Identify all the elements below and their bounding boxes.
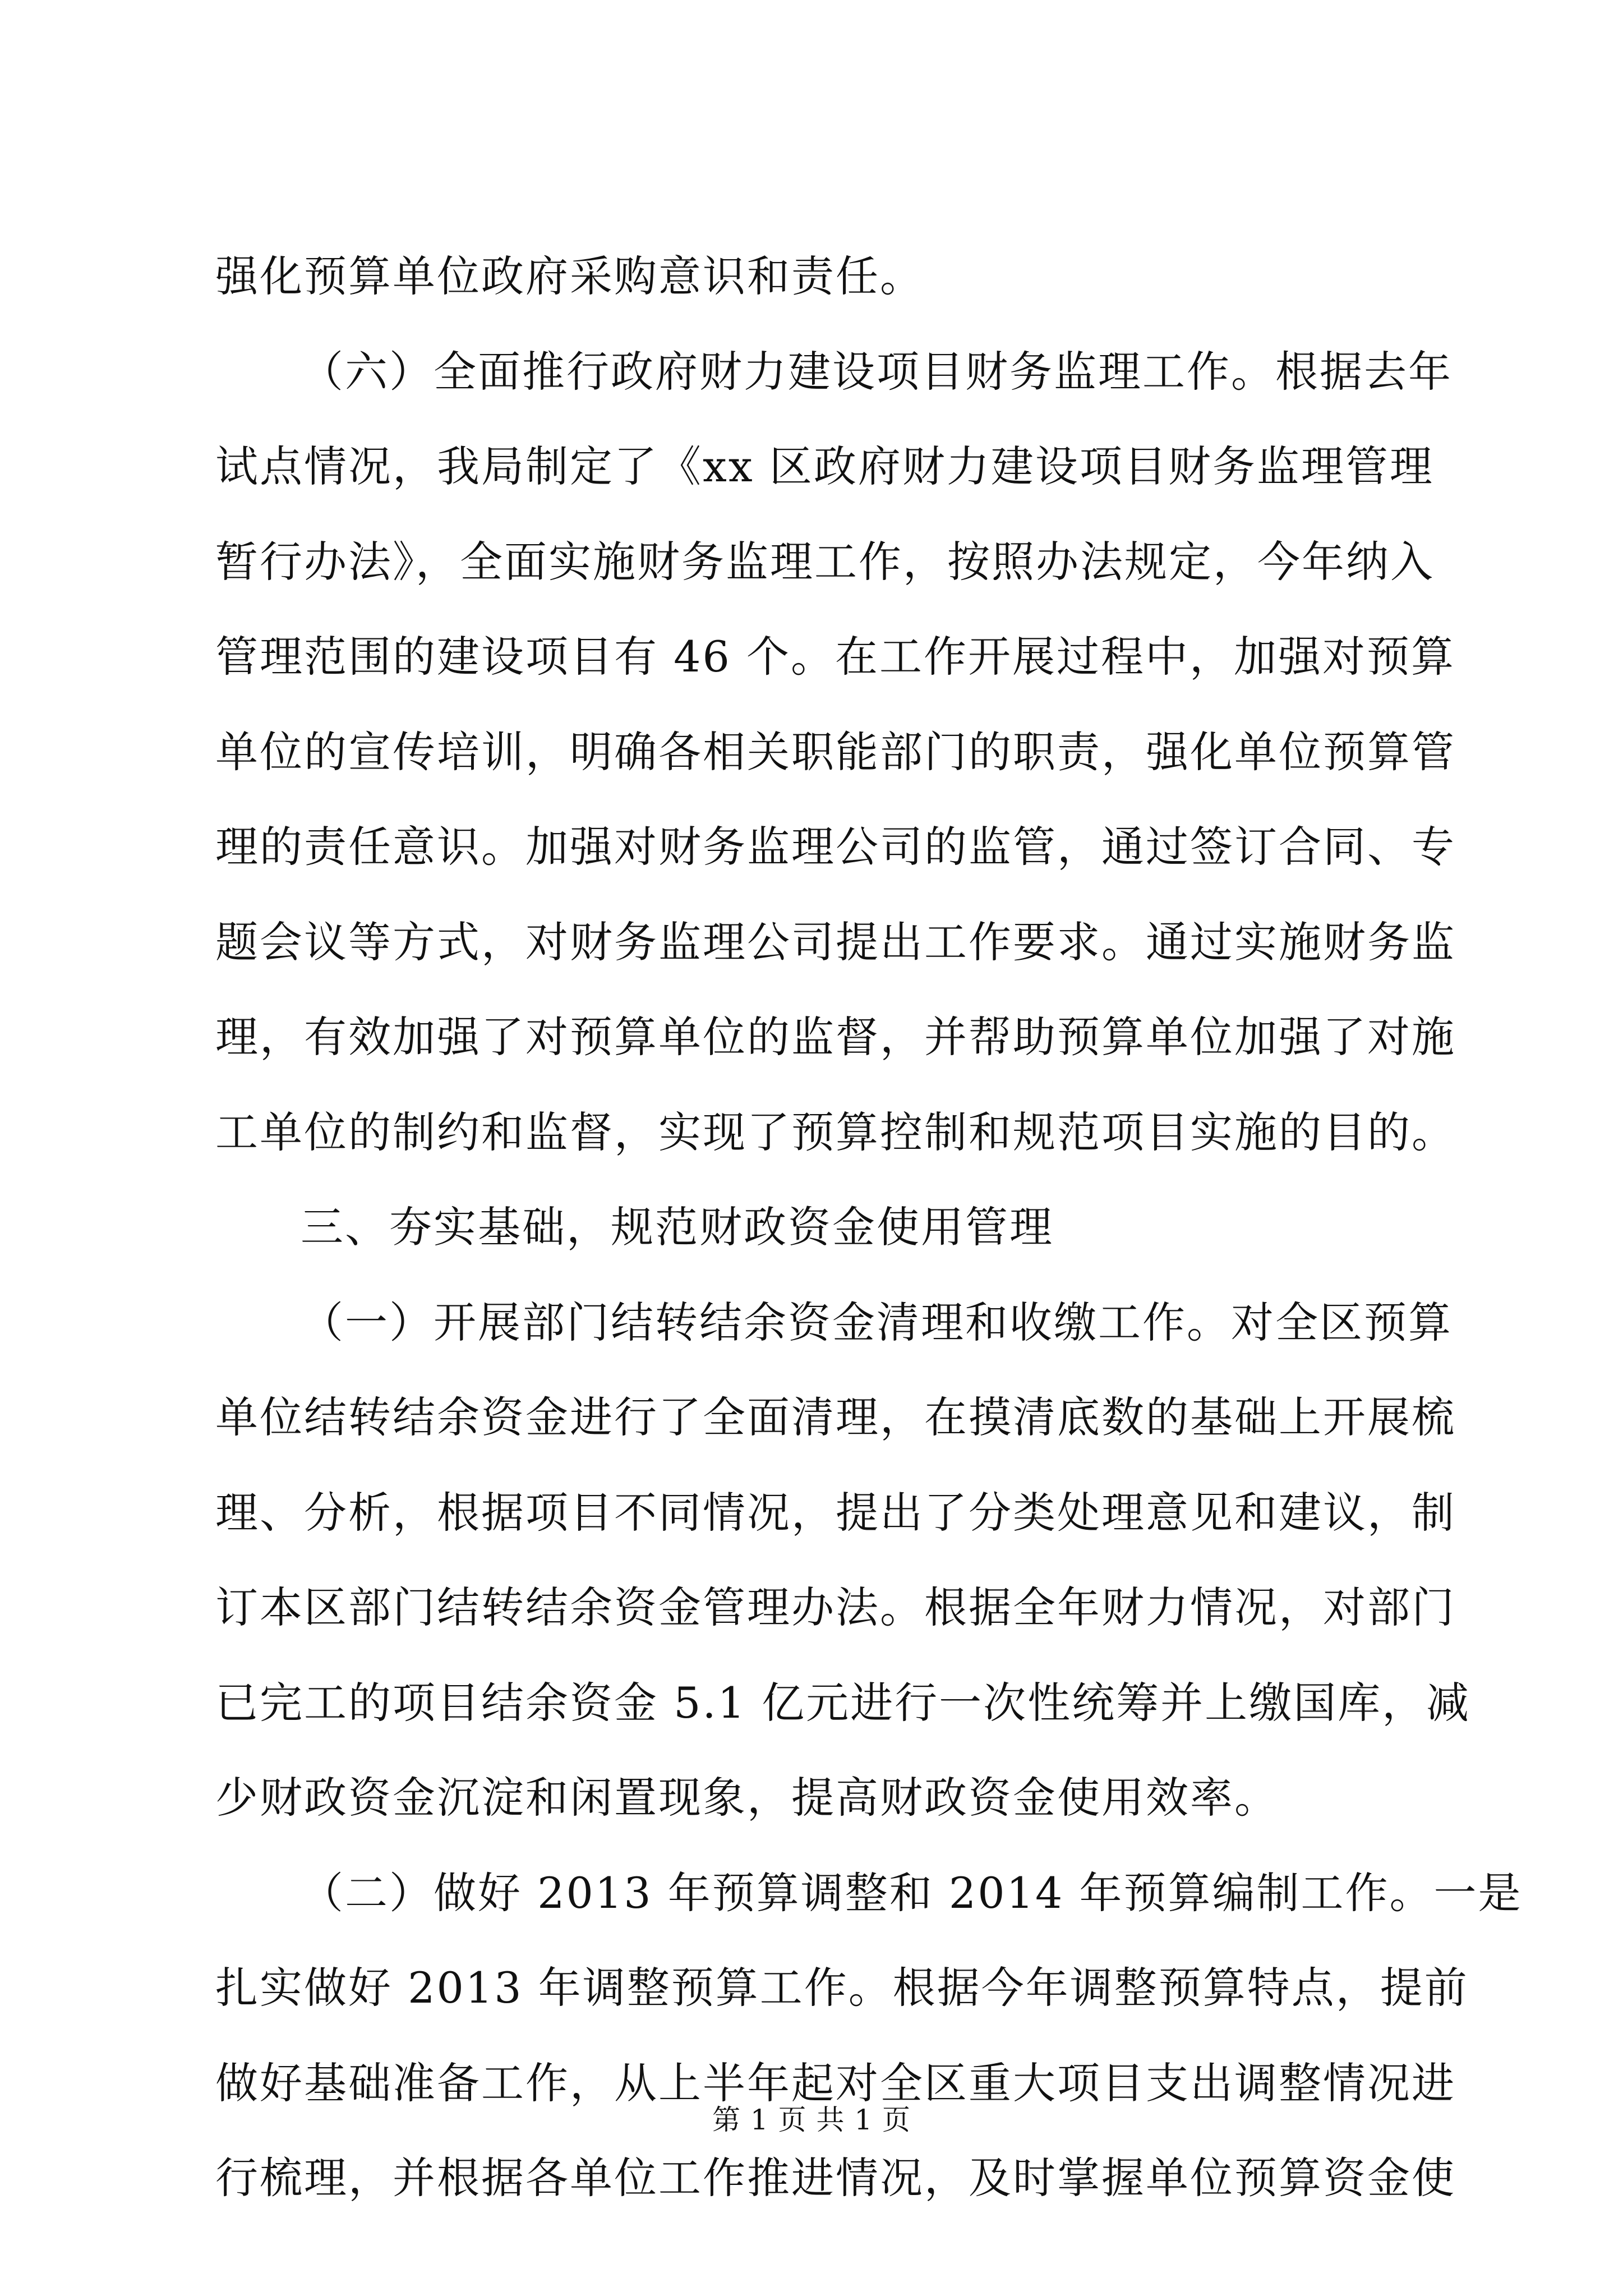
text-line: 订本区部门结转结余资金管理办法。根据全年财力情况，对部门 [215, 1582, 1456, 1632]
text-line: 已完工的项目结余资金 5.1 亿元进行一次性统筹并上缴国库，减 [215, 1677, 1471, 1728]
text-line: 理，有效加强了对预算单位的监督，并帮助预算单位加强了对施 [215, 1012, 1456, 1062]
text-line: 行梳理，并根据各单位工作推进情况，及时掌握单位预算资金使 [215, 2153, 1456, 2203]
paragraph-start-line: （二）做好 2013 年预算调整和 2014 年预算编制工作。一是 [301, 1867, 1523, 1918]
text-line: 扎实做好 2013 年调整预算工作。根据今年调整预算特点，提前 [215, 1963, 1469, 2013]
section-heading: 三、夯实基础，规范财政资金使用管理 [301, 1202, 1054, 1252]
text-line: 单位的宣传培训，明确各相关职能部门的职责，强化单位预算管 [215, 726, 1456, 777]
text-line: 暂行办法》，全面实施财务监理工作，按照办法规定，今年纳入 [215, 536, 1435, 587]
text-line: 理的责任意识。加强对财务监理公司的监管，通过签订合同、专 [215, 822, 1456, 872]
paragraph-start-line: （一）开展部门结转结余资金清理和收缴工作。对全区预算 [301, 1297, 1453, 1347]
document-body [215, 229, 1523, 2226]
text-line: 试点情况，我局制定了《xx 区政府财力建设项目财务监理管理 [215, 441, 1434, 491]
text-line: 理、分析，根据项目不同情况，提出了分类处理意见和建议，制 [215, 1487, 1456, 1538]
text-line: 少财政资金沉淀和闲置现象，提高财政资金使用效率。 [215, 1773, 1279, 1823]
text-line: 工单位的制约和监督，实现了预算控制和规范项目实施的目的。 [215, 1107, 1456, 1157]
text-line: 做好基础准备工作，从上半年起对全区重大项目支出调整情况进 [215, 2058, 1456, 2108]
text-line: 强化预算单位政府采购意识和责任。 [215, 251, 924, 301]
text-line: 管理范围的建设项目有 46 个。在工作开展过程中，加强对预算 [215, 632, 1456, 682]
page-number-footer: 第 1 页 共 1 页 [712, 2104, 911, 2136]
text-line: 题会议等方式，对财务监理公司提出工作要求。通过实施财务监 [215, 917, 1456, 967]
text-line: 单位结转结余资金进行了全面清理，在摸清底数的基础上开展梳 [215, 1392, 1456, 1442]
paragraph-start-line: （六）全面推行政府财力建设项目财务监理工作。根据去年 [301, 346, 1453, 397]
